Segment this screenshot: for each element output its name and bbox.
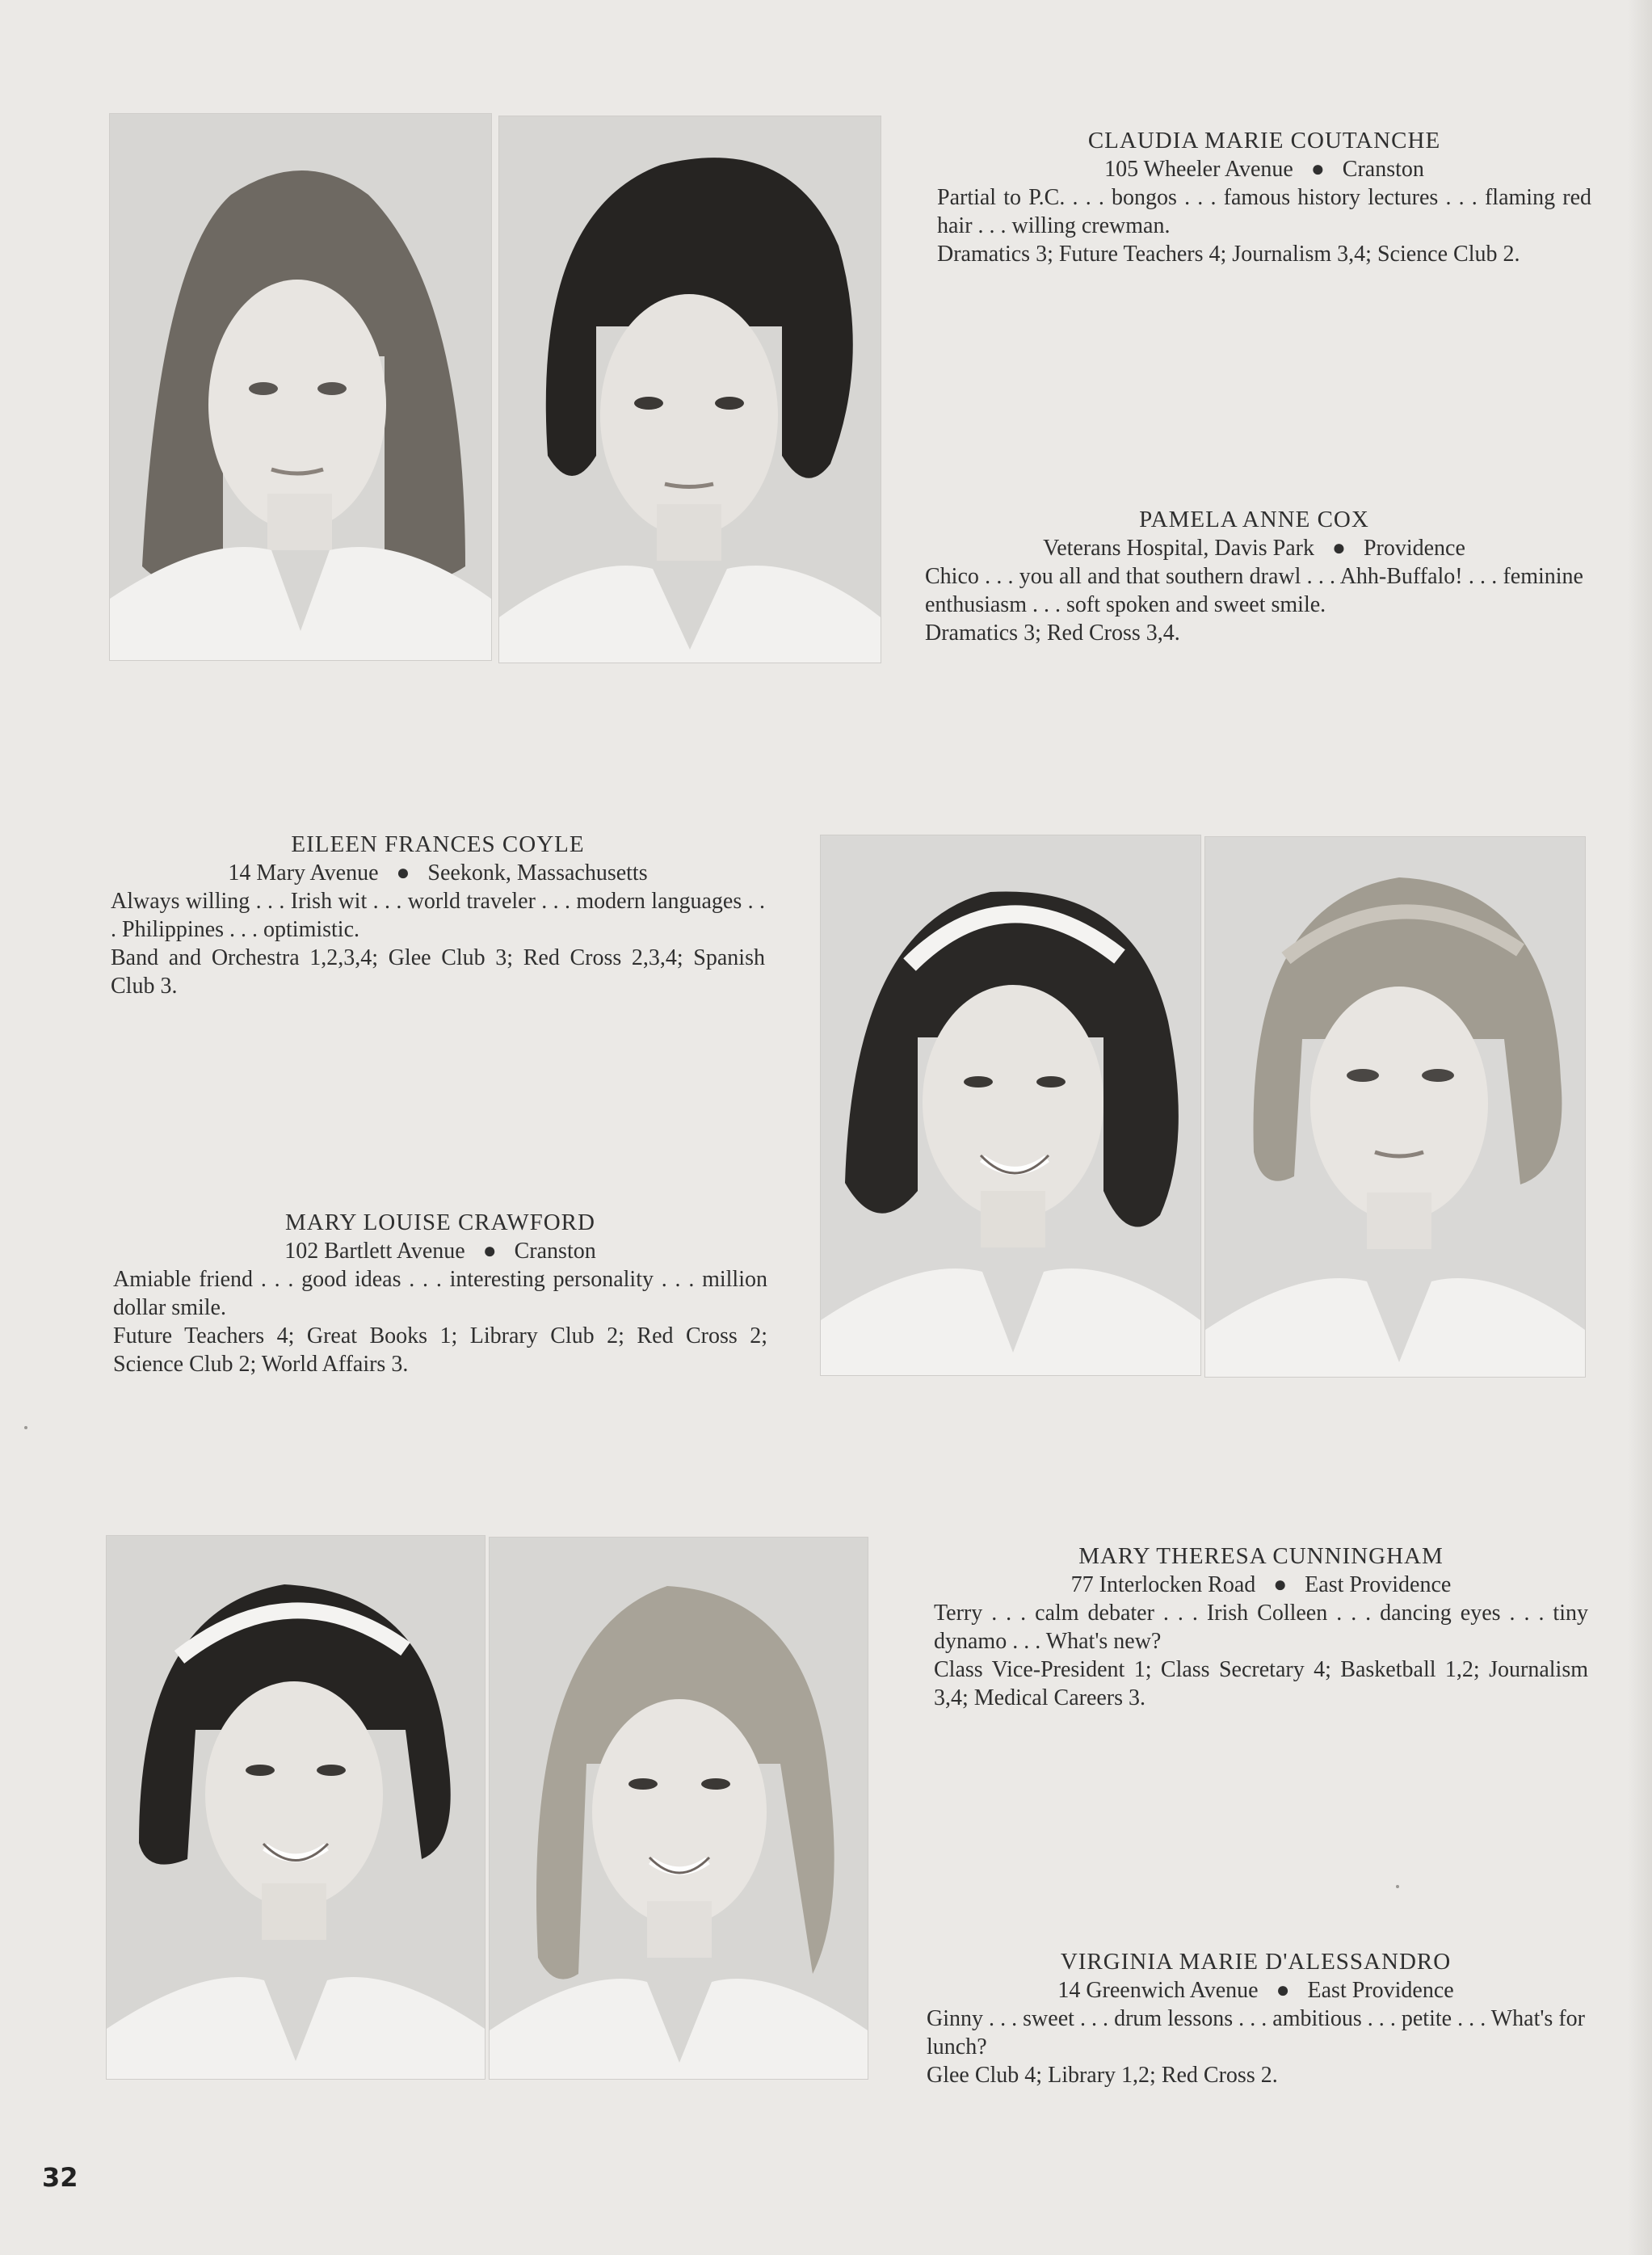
bullet-separator-icon: ● — [396, 860, 410, 886]
city: East Providence — [1305, 1572, 1452, 1597]
senior-entry-mary-crawford — [113, 1209, 767, 1378]
portrait-photo-mary-crawford — [1204, 836, 1586, 1378]
street-address: 105 Wheeler Avenue — [1104, 157, 1293, 182]
senior-description: Amiable friend . . . good ideas . . . interesting personality . . . million dollar smile. — [113, 1267, 767, 1320]
bullet-separator-icon: ● — [1332, 536, 1346, 561]
senior-entry-mary-cunningham — [934, 1542, 1588, 1712]
street-address: 102 Bartlett Avenue — [284, 1239, 465, 1264]
page-gutter-shadow — [1628, 0, 1652, 2255]
bullet-separator-icon: ● — [1310, 157, 1325, 182]
bullet-separator-icon: ● — [1273, 1572, 1288, 1597]
page-number: 32 — [42, 2162, 78, 2193]
print-speck — [24, 1426, 27, 1429]
senior-address — [113, 1237, 767, 1265]
senior-entry-claudia-coutanche — [937, 127, 1591, 268]
portrait-photo-pamela-cox — [498, 116, 881, 663]
senior-name: VIRGINIA MARIE D'ALESSANDRO — [1060, 1949, 1452, 1975]
print-speck — [1396, 1885, 1399, 1888]
city: Seekonk, Massachusetts — [427, 860, 648, 886]
senior-activities: Glee Club 4; Library 1,2; Red Cross 2. — [927, 2063, 1278, 2088]
senior-activities: Band and Orchestra 1,2,3,4; Glee Club 3; Red Cross 2,3,4; Spanish Club 3. — [111, 945, 765, 999]
portrait-photo-mary-cunningham — [106, 1535, 486, 2080]
portrait-photo-virginia-dalessandro — [489, 1537, 868, 2080]
bullet-separator-icon: ● — [1276, 1978, 1290, 2003]
senior-activities: Future Teachers 4; Great Books 1; Library Club 2; Red Cross 2; Science Club 2; World Affairs 3. — [113, 1323, 767, 1377]
senior-name: MARY LOUISE CRAWFORD — [285, 1210, 595, 1235]
senior-entry-virginia-dalessandro — [927, 1948, 1585, 2089]
city: Cranston — [1342, 157, 1424, 182]
street-address: 77 Interlocken Road — [1070, 1572, 1256, 1597]
senior-description: Terry . . . calm debater . . . Irish Colleen . . . dancing eyes . . . tiny dynamo . . . What's new? — [934, 1601, 1588, 1654]
street-address: 14 Mary Avenue — [228, 860, 379, 886]
senior-activities: Dramatics 3; Red Cross 3,4. — [925, 621, 1180, 646]
senior-activities: Class Vice-President 1; Class Secretary 4; Basketball 1,2; Journalism 3,4; Medical Careers 3. — [934, 1657, 1588, 1710]
senior-address — [927, 1976, 1585, 2005]
city: Providence — [1363, 536, 1465, 561]
senior-entry-pamela-cox — [925, 506, 1583, 647]
street-address: 14 Greenwich Avenue — [1057, 1978, 1259, 2003]
senior-address — [934, 1571, 1588, 1599]
senior-description: Chico . . . you all and that southern drawl . . . Ahh-Buffalo! . . . feminine enthusiasm . . . soft spoken and sweet smile. — [925, 564, 1583, 617]
portrait-photo-eileen-coyle — [820, 835, 1201, 1376]
portrait-photo-claudia-coutanche — [109, 113, 492, 661]
senior-entry-eileen-coyle — [111, 831, 765, 1000]
city: Cranston — [514, 1239, 596, 1264]
senior-name: MARY THERESA CUNNINGHAM — [1078, 1543, 1444, 1569]
senior-address — [937, 155, 1591, 183]
senior-description: Always willing . . . Irish wit . . . world traveler . . . modern languages . . . Philippines . . . optimistic. — [111, 889, 765, 942]
senior-description: Ginny . . . sweet . . . drum lessons . . . ambitious . . . petite . . . What's for lunch? — [927, 2006, 1585, 2059]
bullet-separator-icon: ● — [482, 1239, 497, 1264]
senior-address — [111, 859, 765, 887]
street-address: Veterans Hospital, Davis Park — [1043, 536, 1315, 561]
city: East Providence — [1307, 1978, 1454, 2003]
senior-activities: Dramatics 3; Future Teachers 4; Journalism 3,4; Science Club 2. — [937, 242, 1520, 267]
senior-description: Partial to P.C. . . . bongos . . . famous history lectures . . . flaming red hair . . . willing crewman. — [937, 185, 1591, 238]
senior-name: EILEEN FRANCES COYLE — [291, 831, 585, 857]
senior-address — [925, 534, 1583, 562]
senior-name: PAMELA ANNE COX — [1139, 507, 1369, 532]
senior-name: CLAUDIA MARIE COUTANCHE — [1087, 128, 1441, 154]
